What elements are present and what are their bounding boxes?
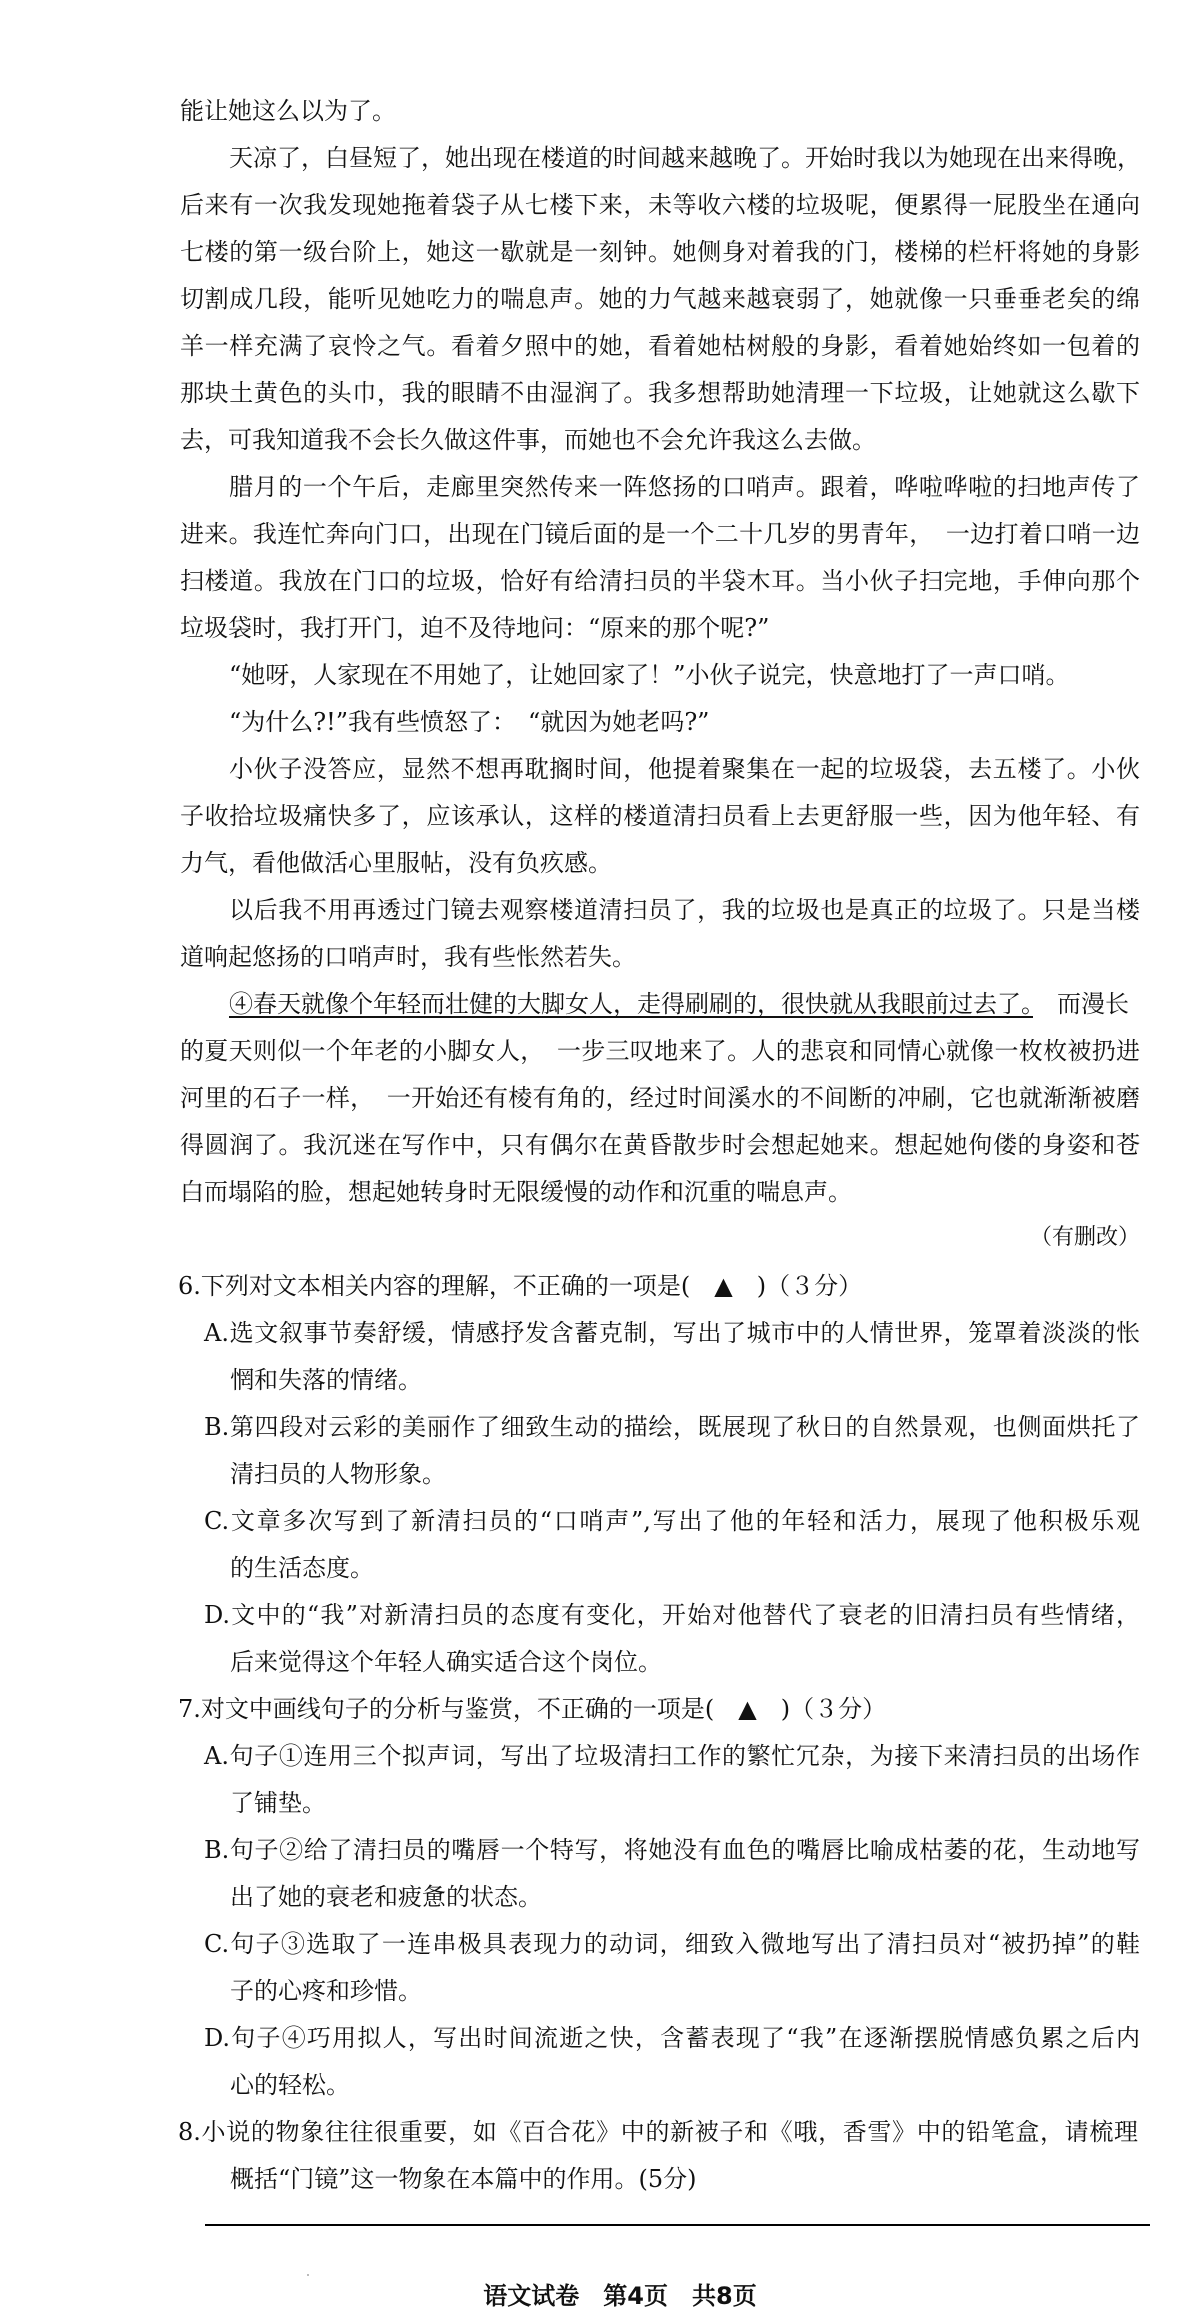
question-8-stem-cont: 概括“门镜”这一物象在本篇中的作用。(5分) bbox=[230, 2165, 697, 2193]
passage-line: 扫楼道。我放在门口的垃圾，恰好有给清扫员的半袋木耳。当小伙子扫完地，手伸向那个 bbox=[180, 567, 1140, 595]
passage-line: 的夏天则似一个年老的小脚女人， 一步三叹地来了。人的悲哀和同情心就像一枚枚被扔进 bbox=[180, 1037, 1140, 1065]
passage-line: 那块土黄色的头巾，我的眼睛不由湿润了。我多想帮助她清理一下垃圾，让她就这么歇下 bbox=[180, 379, 1140, 407]
passage-line: “为什么?!”我有些愤怒了： “就因为她老吗?” bbox=[229, 708, 710, 736]
question-7-option-a: A.句子①连用三个拟声词，写出了垃圾清扫工作的繁忙冗杂，为接下来清扫员的出场作 bbox=[204, 1742, 1140, 1770]
passage-line: 切割成几段，能听见她吃力的喘息声。她的力气越来越衰弱了，她就像一只垂垂老矣的绵 bbox=[180, 285, 1140, 313]
question-7-option-c-cont: 子的心疼和珍惜。 bbox=[230, 1977, 422, 2005]
source-note: （有删改） bbox=[1029, 1225, 1140, 1250]
question-7-option-a-cont: 了铺垫。 bbox=[230, 1789, 326, 1817]
passage-line: 羊一样充满了哀怜之气。看着夕照中的她，看着她枯树般的身影，看着她始终如一包着的 bbox=[180, 332, 1140, 360]
passage-line: 天凉了，白昼短了，她出现在楼道的时间越来越晚了。开始时我以为她现在出来得晚， bbox=[229, 144, 1141, 172]
question-6-option-c: C.文章多次写到了新清扫员的“口哨声”,写出了他的年轻和活力，展现了他积极乐观 bbox=[204, 1507, 1140, 1535]
passage-line: 进来。我连忙奔向门口，出现在门镜后面的是一个二十几岁的男青年， 一边打着口哨一边 bbox=[180, 520, 1140, 548]
passage-line: 七楼的第一级台阶上，她这一歇就是一刻钟。她侧身对着我的门，楼梯的栏杆将她的身影 bbox=[180, 238, 1140, 266]
underlined-sentence-4 bbox=[229, 989, 1140, 1019]
passage-line: 得圆润了。我沉迷在写作中，只有偶尔在黄昏散步时会想起她来。想起她佝偻的身姿和苍 bbox=[180, 1131, 1140, 1159]
passage-line: 子收拾垃圾痛快多了，应该承认，这样的楼道清扫员看上去更舒服一些，因为他年轻、有 bbox=[180, 802, 1140, 830]
passage-line: 垃圾袋时，我打开门，迫不及待地问：“原来的那个呢?” bbox=[180, 614, 770, 642]
question-6-option-a-cont: 惘和失落的情绪。 bbox=[230, 1366, 422, 1394]
question-6-option-c-cont: 的生活态度。 bbox=[230, 1554, 374, 1582]
passage-line: 后来有一次我发现她拖着袋子从七楼下来，未等收六楼的垃圾呢，便累得一屁股坐在通向 bbox=[180, 191, 1140, 219]
question-7-stem: 7.对文中画线句子的分析与鉴赏，不正确的一项是( ▲ )（３分） bbox=[178, 1695, 887, 1723]
question-7-option-b: B.句子②给了清扫员的嘴唇一个特写，将她没有血色的嘴唇比喻成枯萎的花，生动地写 bbox=[204, 1836, 1140, 1864]
scan-dot bbox=[307, 2274, 309, 2276]
question-6-option-d: D.文中的“我”对新清扫员的态度有变化，开始对他替代了衰老的旧清扫员有些情绪， bbox=[204, 1601, 1140, 1629]
passage-line: 小伙子没答应，显然不想再耽搁时间，他提着聚集在一起的垃圾袋，去五楼了。小伙 bbox=[229, 755, 1140, 783]
passage-line: 河里的石子一样， 一开始还有棱有角的，经过时间溪水的不间断的冲刷，它也就渐渐被磨 bbox=[180, 1084, 1140, 1112]
passage-line: “她呀，人家现在不用她了，让她回家了！”小伙子说完，快意地打了一声口哨。 bbox=[229, 661, 1070, 689]
passage-text: 而漫长 bbox=[1033, 990, 1129, 1018]
passage-line: 腊月的一个午后，走廊里突然传来一阵悠扬的口哨声。跟着，哗啦哗啦的扫地声传了 bbox=[229, 473, 1140, 501]
question-6-option-d-cont: 后来觉得这个年轻人确实适合这个岗位。 bbox=[230, 1648, 662, 1676]
passage-line: 道响起悠扬的口哨声时，我有些怅然若失。 bbox=[180, 943, 636, 971]
page-footer: 语文试卷 第4页 共8页 bbox=[483, 2282, 757, 2310]
underlined-text: ④春天就像个年轻而壮健的大脚女人，走得刷刷的，很快就从我眼前过去了。 bbox=[229, 990, 1033, 1018]
question-6-option-b-cont: 清扫员的人物形象。 bbox=[230, 1460, 446, 1488]
question-7-option-c: C.句子③选取了一连串极具表现力的动词，细致入微地写出了清扫员对“被扔掉”的鞋 bbox=[204, 1930, 1140, 1958]
question-7-option-d-cont: 心的轻松。 bbox=[230, 2071, 350, 2099]
question-6-option-a: A.选文叙事节奏舒缓，情感抒发含蓄克制，写出了城市中的人情世界，笼罩着淡淡的怅 bbox=[204, 1319, 1140, 1347]
passage-line: 以后我不用再透过门镜去观察楼道清扫员了，我的垃圾也是真正的垃圾了。只是当楼 bbox=[229, 896, 1140, 924]
passage-line: 能让她这么以为了。 bbox=[180, 97, 396, 125]
question-7-option-b-cont: 出了她的衰老和疲惫的状态。 bbox=[230, 1883, 542, 1911]
question-8-stem: 8.小说的物象往往很重要，如《百合花》中的新被子和《哦，香雪》中的铅笔盒，请梳理 bbox=[178, 2118, 1138, 2146]
passage-line: 力气，看他做活心里服帖，没有负疚感。 bbox=[180, 849, 612, 877]
question-7-option-d: D.句子④巧用拟人，写出时间流逝之快，含蓄表现了“我”在逐渐摆脱情感负累之后内 bbox=[204, 2024, 1140, 2052]
question-6-option-b: B.第四段对云彩的美丽作了细致生动的描绘，既展现了秋日的自然景观，也侧面烘托了 bbox=[204, 1413, 1140, 1441]
passage-line: 白而塌陷的脸，想起她转身时无限缓慢的动作和沉重的喘息声。 bbox=[180, 1178, 852, 1206]
answer-line bbox=[205, 2224, 1150, 2226]
question-6-stem: 6.下列对文本相关内容的理解，不正确的一项是( ▲ )（３分） bbox=[178, 1272, 863, 1300]
passage-line: 去，可我知道我不会长久做这件事，而她也不会允许我这么去做。 bbox=[180, 426, 876, 454]
